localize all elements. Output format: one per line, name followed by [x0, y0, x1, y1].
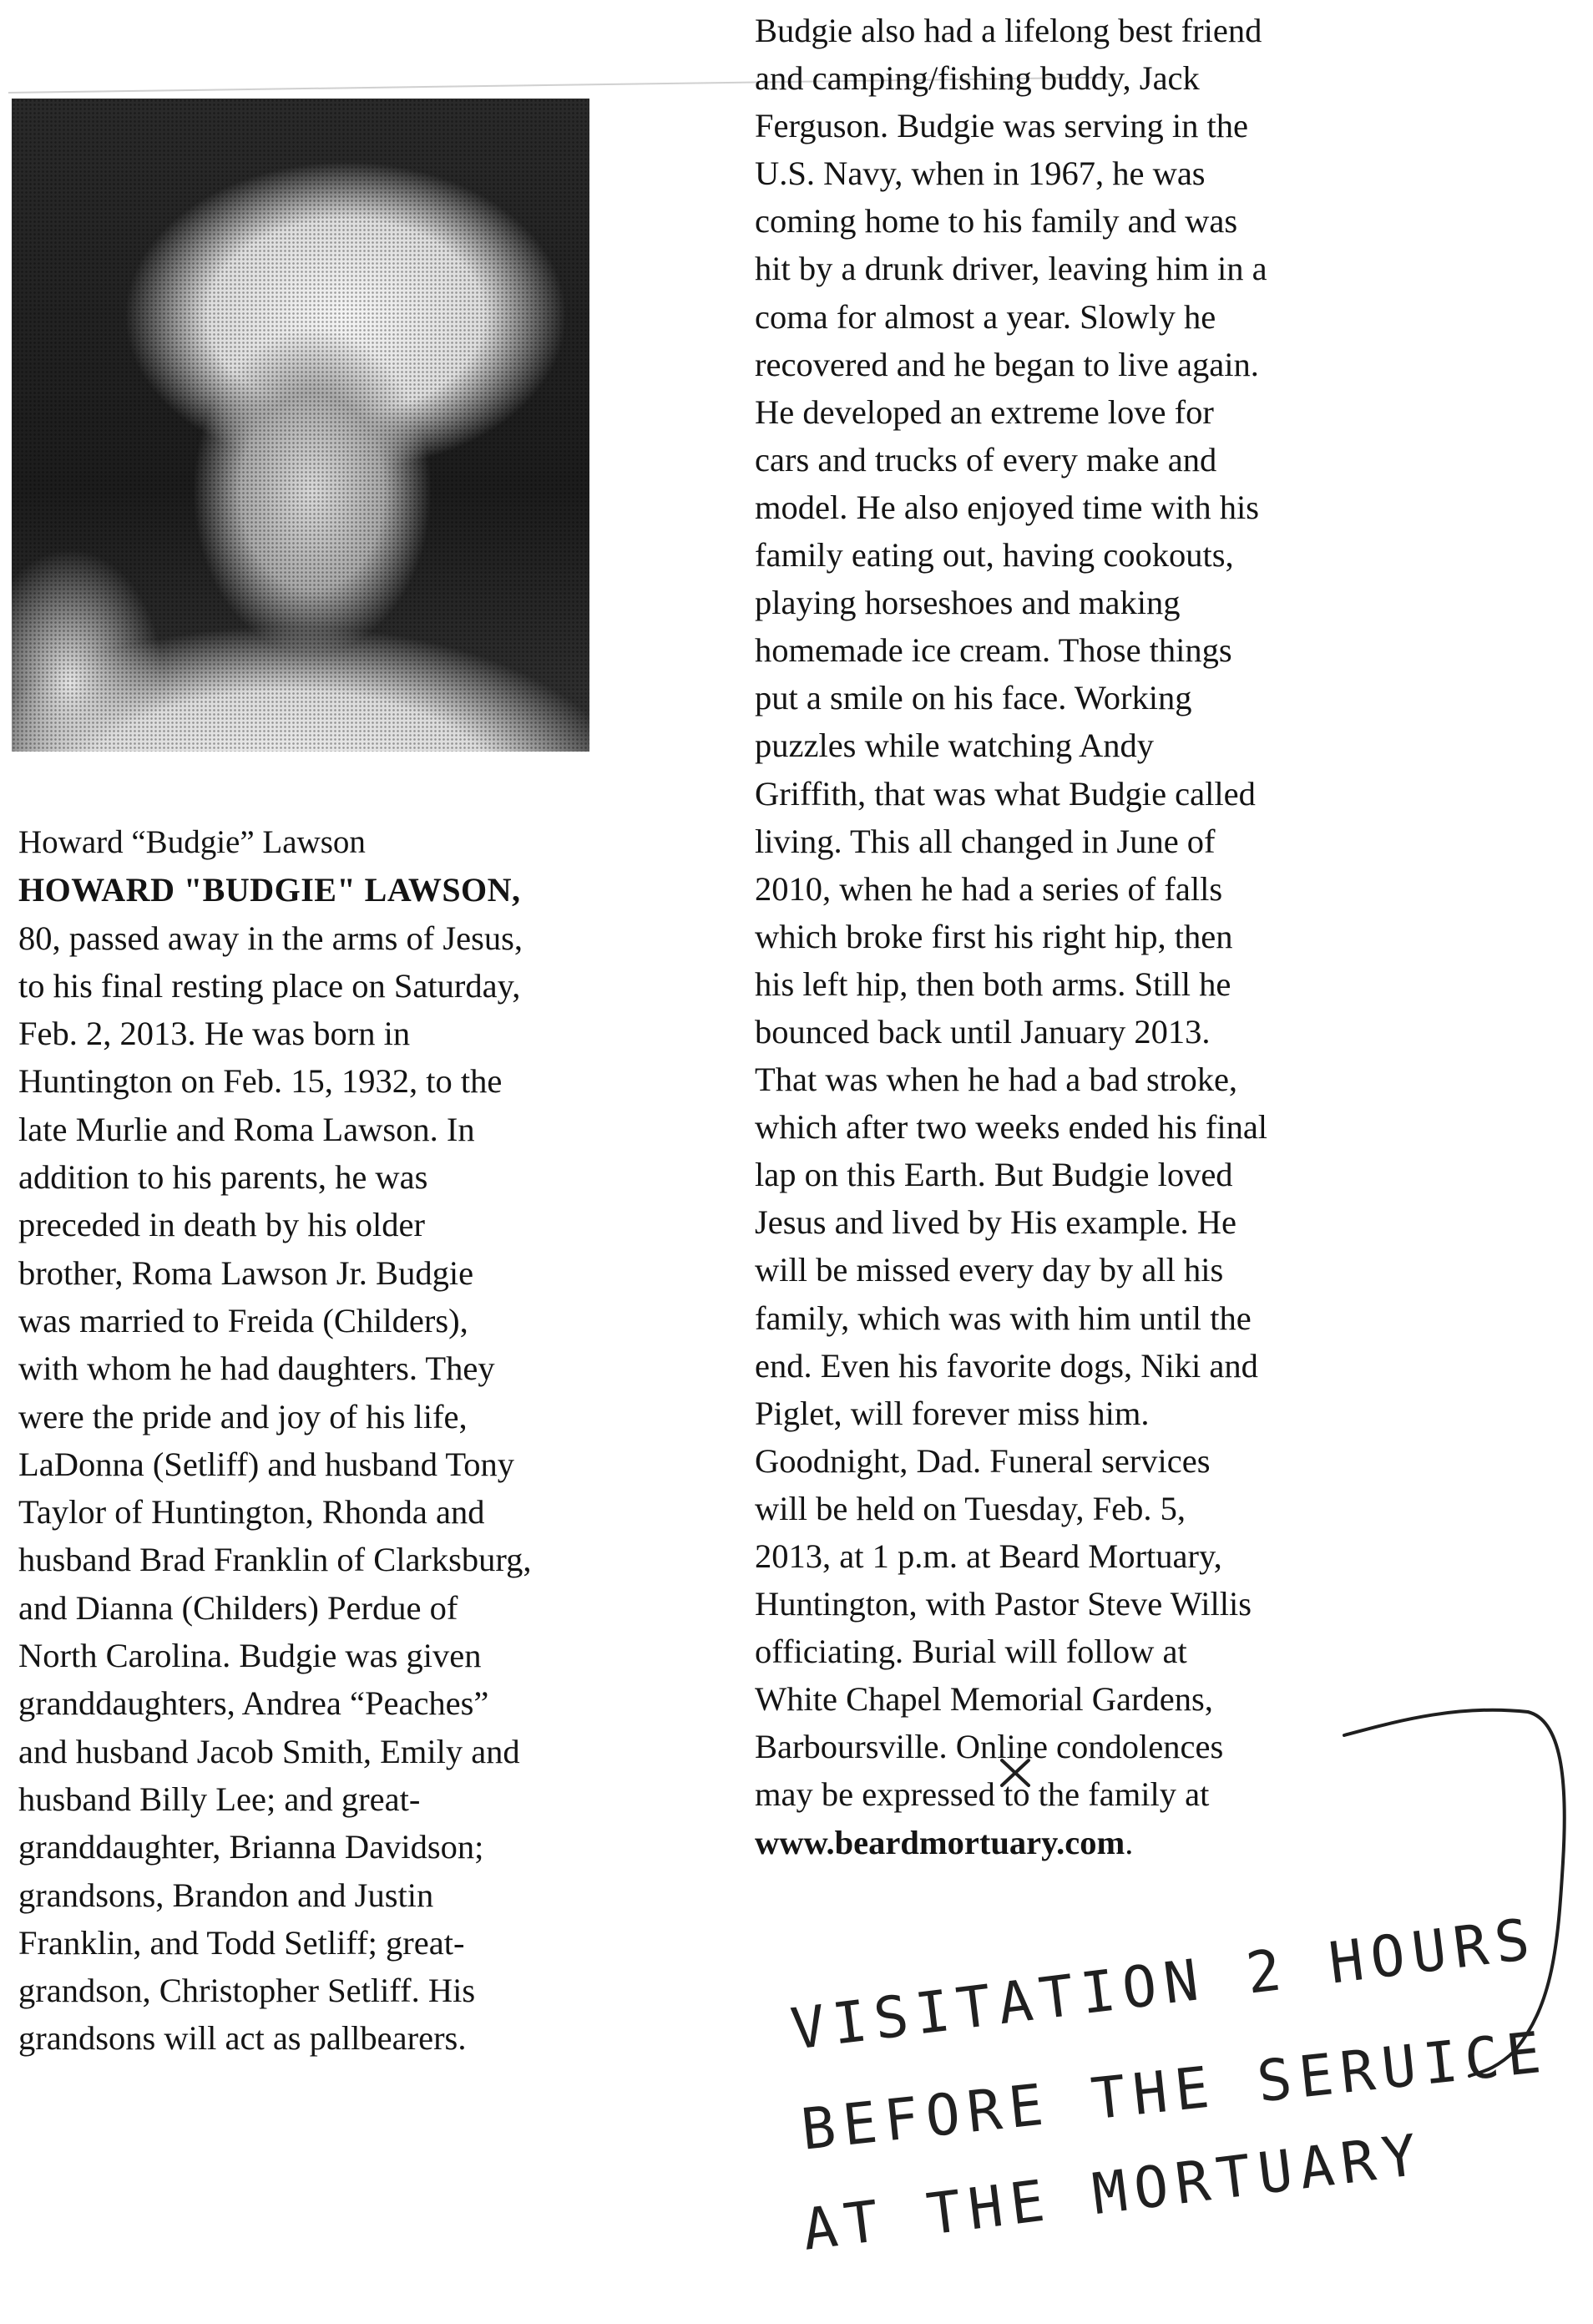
right-line: end. Even his favorite dogs, Niki and	[755, 1346, 1258, 1385]
right-line: puzzles while watching Andy	[755, 727, 1155, 765]
photo-caption: Howard “Budgie” Lawson	[18, 824, 366, 860]
left-line: and Dianna (Childers) Perdue of	[18, 1588, 458, 1627]
right-line: homemade ice cream. Those things	[755, 631, 1232, 670]
left-line: grandson, Christopher Setliff. His	[18, 1972, 476, 2010]
left-line: granddaughters, Andrea “Peaches”	[18, 1684, 489, 1723]
left-line: were the pride and joy of his life,	[18, 1397, 468, 1435]
left-line: North Carolina. Budgie was given	[18, 1637, 482, 1675]
right-line: Huntington, with Pastor Steve Willis	[755, 1585, 1252, 1623]
url-period: .	[1125, 1823, 1134, 1861]
right-line: That was when he had a bad stroke,	[755, 1061, 1238, 1099]
right-line: Piglet, will forever miss him.	[755, 1394, 1150, 1432]
right-line: living. This all changed in June of	[755, 822, 1216, 860]
left-line: grandsons will act as pallbearers.	[18, 2019, 467, 2058]
left-line: husband Billy Lee; and great-	[18, 1780, 421, 1818]
right-line: family, which was with him until the	[755, 1299, 1252, 1337]
left-line: late Murlie and Roma Lawson. In	[18, 1110, 475, 1148]
right-line: will be held on Tuesday, Feb. 5,	[755, 1489, 1186, 1527]
left-line: addition to his parents, he was	[18, 1158, 428, 1197]
right-line: Goodnight, Dad. Funeral services	[755, 1441, 1211, 1480]
left-line: granddaughter, Brianna Davidson;	[18, 1828, 484, 1866]
left-line: husband Brad Franklin of Clarksburg,	[18, 1541, 532, 1579]
left-line: Taylor of Huntington, Rhonda and	[18, 1493, 485, 1532]
obituary-right-column	[755, 7, 1398, 1866]
right-line: coming home to his family and was	[755, 202, 1238, 241]
right-line: recovered and he began to live again.	[755, 345, 1259, 383]
right-line: Ferguson. Budgie was serving in the	[755, 107, 1248, 145]
left-line: Huntington on Feb. 15, 1932, to the	[18, 1062, 503, 1101]
right-line: hit by a drunk driver, leaving him in a	[755, 250, 1267, 288]
left-line: to his final resting place on Saturday,	[18, 966, 521, 1005]
left-line: grandsons, Brandon and Justin	[18, 1876, 434, 1914]
portrait-photo	[12, 99, 589, 752]
right-line: bounced back until January 2013.	[755, 1012, 1211, 1051]
right-line: model. He also enjoyed time with his	[755, 488, 1260, 526]
left-line: preceded in death by his older	[18, 1206, 425, 1244]
mortuary-url-link[interactable]: www.beardmortuary.com	[755, 1823, 1125, 1861]
right-line: and camping/fishing buddy, Jack	[755, 59, 1200, 98]
right-line: officiating. Burial will follow at	[755, 1633, 1187, 1671]
handwritten-note-line: AT THE MORTUARY	[799, 2122, 1429, 2264]
right-line: family eating out, having cookouts,	[755, 536, 1234, 575]
right-line: Griffith, that was what Budgie called	[755, 774, 1256, 813]
right-line: 2010, when he had a series of falls	[755, 869, 1223, 908]
left-line: and husband Jacob Smith, Emily and	[18, 1732, 520, 1770]
left-line: was married to Freida (Childers),	[18, 1301, 468, 1339]
left-line: with whom he had daughters. They	[18, 1349, 495, 1388]
handwritten-note-line: BEFORE THE SERUICE	[797, 2019, 1552, 2164]
obituary-headline: HOWARD "BUDGIE" LAWSON,	[18, 871, 521, 909]
right-line: lap on this Earth. But Budgie loved	[755, 1156, 1233, 1194]
right-line: which broke first his right hip, then	[755, 917, 1233, 955]
left-line: Feb. 2, 2013. He was born in	[18, 1015, 411, 1053]
left-line: Franklin, and Todd Setliff; great-	[18, 1923, 465, 1962]
handwritten-note-line: VISITATION 2 HOURS	[787, 1906, 1541, 2063]
left-line: LaDonna (Setliff) and husband Tony	[18, 1445, 515, 1483]
right-line: playing horseshoes and making	[755, 584, 1181, 622]
right-line: White Chapel Memorial Gardens,	[755, 1680, 1213, 1719]
left-line: brother, Roma Lawson Jr. Budgie	[18, 1253, 474, 1292]
right-line: may be expressed to the family at	[755, 1775, 1210, 1814]
right-line: coma for almost a year. Slowly he	[755, 297, 1216, 336]
right-line: his left hip, then both arms. Still he	[755, 965, 1231, 1003]
right-line: put a smile on his face. Working	[755, 679, 1192, 717]
left-line: 80, passed away in the arms of Jesus,	[18, 919, 523, 957]
right-line: will be missed every day by all his	[755, 1251, 1224, 1289]
obituary-left-column	[18, 818, 636, 2063]
url-line	[755, 1819, 1398, 1866]
right-line: 2013, at 1 p.m. at Beard Mortuary,	[755, 1537, 1222, 1575]
right-line: He developed an extreme love for	[755, 392, 1214, 431]
right-line: Jesus and lived by His example. He	[755, 1203, 1237, 1242]
right-line: U.S. Navy, when in 1967, he was	[755, 154, 1206, 193]
right-line: Barboursville. Online condolences	[755, 1728, 1224, 1766]
right-line: Budgie also had a lifelong best friend	[755, 12, 1262, 49]
right-line: cars and trucks of every make and	[755, 440, 1217, 478]
right-line: which after two weeks ended his final	[755, 1108, 1268, 1147]
